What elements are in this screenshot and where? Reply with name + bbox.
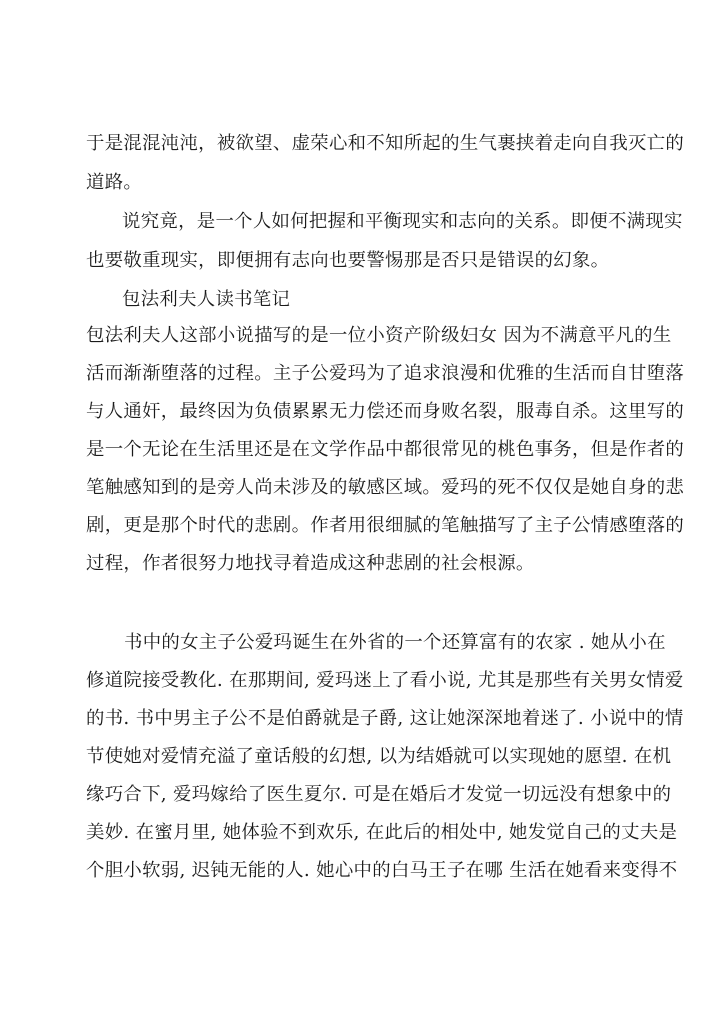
story-line-5: 缘巧合下, 爱玛嫁给了医生夏尔. 可是在婚后才发觉一切远没有想象中的 xyxy=(86,784,672,805)
reflection-line-2: 也要敬重现实，即便拥有志向也要警惕那是否只是错误的幻象。 xyxy=(86,250,610,271)
summary-line-1: 包法利夫人这部小说描写的是一位小资产阶级妇女 因为不满意平凡的生 xyxy=(86,325,672,346)
summary-line-7: 过程，作者很努力地找寻着造成这种悲剧的社会根源。 xyxy=(86,553,535,574)
story-line-6: 美妙. 在蜜月里, 她体验不到欢乐, 在此后的相处中, 她发觉自己的丈夫是 xyxy=(86,822,678,843)
summary-line-4: 是一个无论在生活里还是在文学作品中都很常见的桃色事务，但是作者的 xyxy=(86,439,685,460)
summary-line-3: 与人通奸，最终因为负债累累无力偿还而身败名裂，服毒自杀。这里写的 xyxy=(86,401,685,422)
reflection-line-1: 说究竟，是一个人如何把握和平衡现实和志向的关系。即便不满现实 xyxy=(122,211,683,232)
story-line-7: 个胆小软弱, 迟钝无能的人. 她心中的白马王子在哪 生活在她看来变得不 xyxy=(86,860,678,881)
story-line-3: 的书. 书中男主子公不是伯爵就是子爵, 这让她深深地着迷了. 小说中的情 xyxy=(86,708,684,729)
intro-line-1: 于是混混沌沌，被欲望、虚荣心和不知所起的生气裹挟着走向自我灭亡的 xyxy=(86,133,685,154)
summary-line-6: 剧，更是那个时代的悲剧。作者用很细腻的笔触描写了主子公情感堕落的 xyxy=(86,515,685,536)
story-line-2: 修道院接受教化. 在那期间, 爱玛迷上了看小说, 尤其是那些有关男女情爱 xyxy=(86,670,684,691)
summary-line-5: 笔触感知到的是旁人尚未涉及的敏感区域。爱玛的死不仅仅是她自身的悲 xyxy=(86,477,685,498)
story-line-4: 节使她对爱情充溢了童话般的幻想, 以为结婚就可以实现她的愿望. 在机 xyxy=(86,746,672,767)
section-title: 包法利夫人读书笔记 xyxy=(122,289,291,310)
story-line-1: 书中的女主子公爱玛诞生在外省的一个还算富有的农家 . 她从小在 xyxy=(124,632,666,653)
intro-line-2: 道路。 xyxy=(86,172,143,193)
summary-line-2: 活而渐渐堕落的过程。主子公爱玛为了追求浪漫和优雅的生活而自甘堕落 xyxy=(86,363,685,384)
